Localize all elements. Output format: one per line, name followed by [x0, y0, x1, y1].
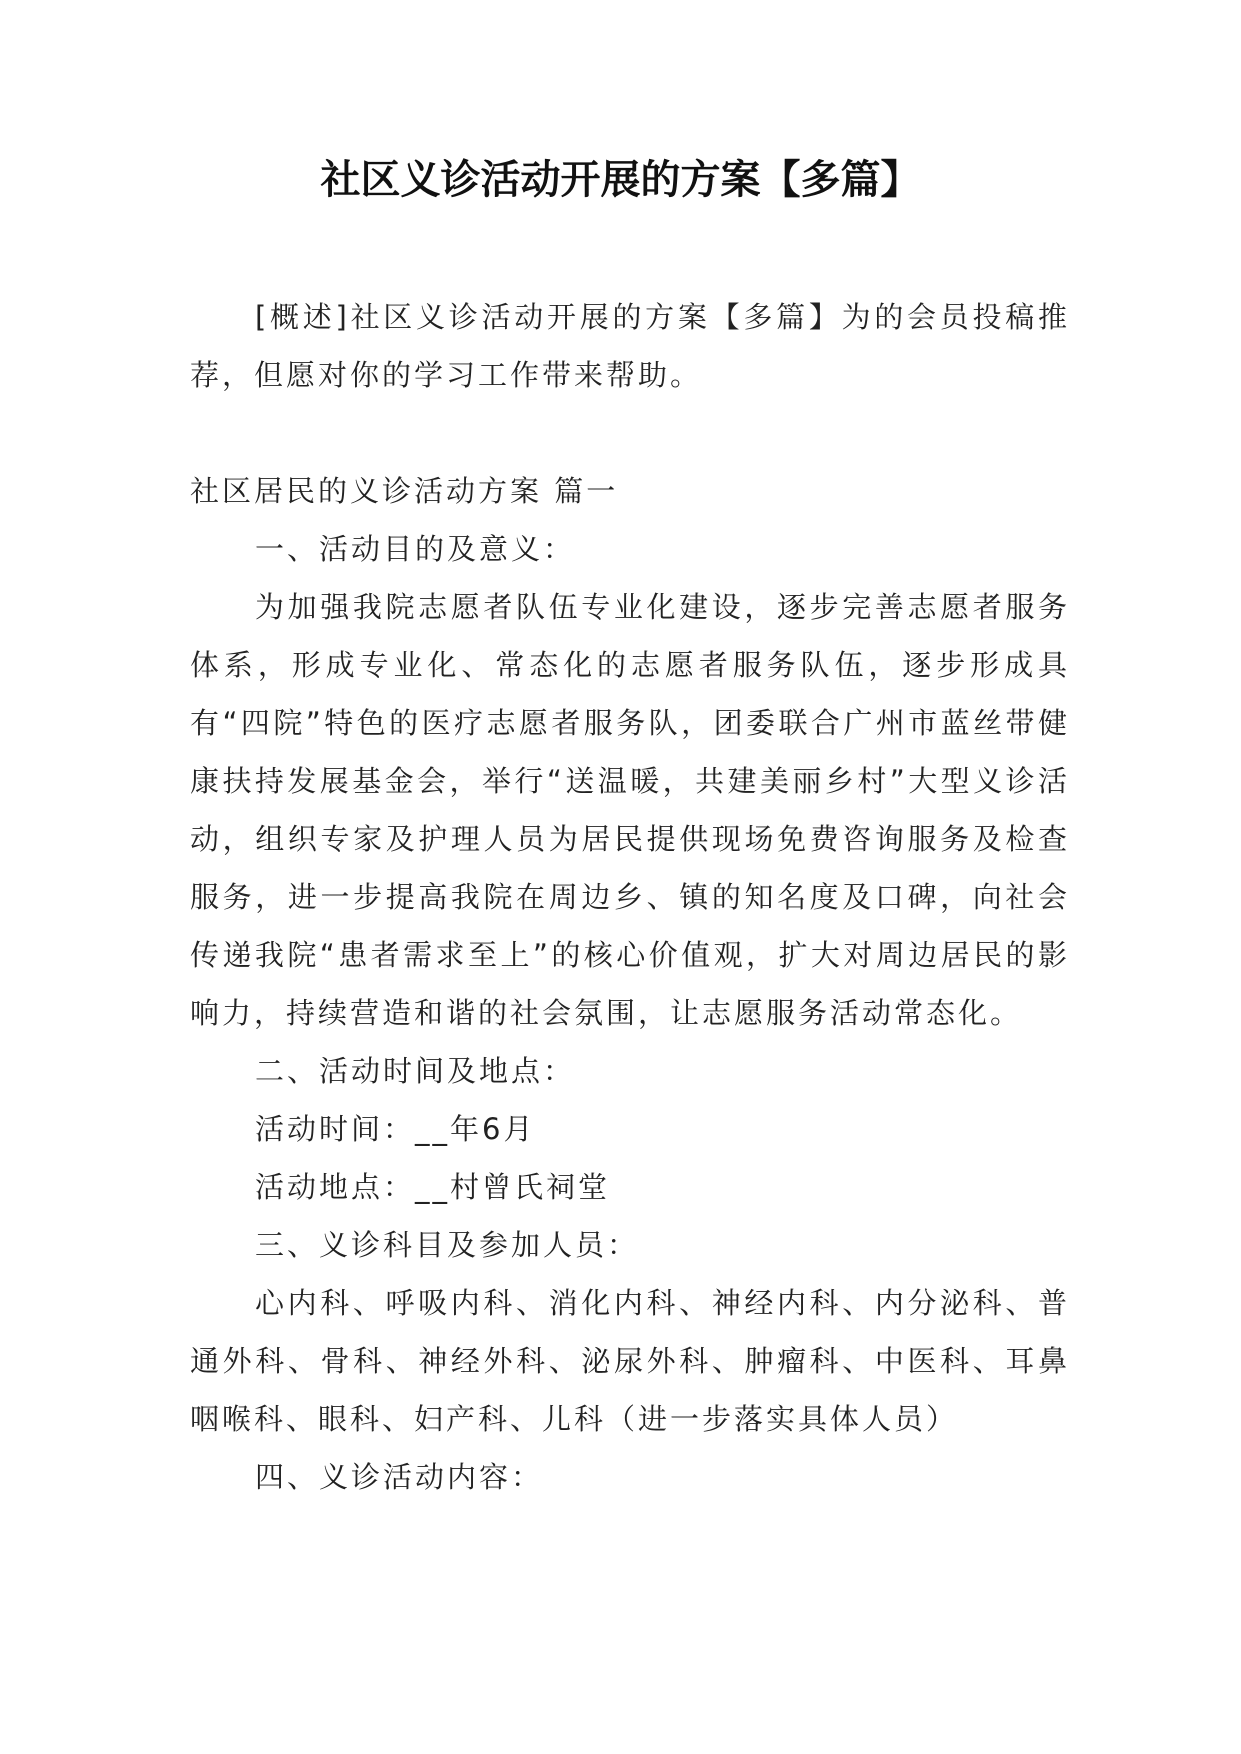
document-title: 社区义诊活动开展的方案【多篇】 — [320, 156, 921, 203]
activity-place: 活动地点：__村曾氏祠堂 — [255, 1170, 611, 1204]
purpose-paragraph: 为加强我院志愿者队伍专业化建设，逐步完善志愿者服务体系，形成专业化、常态化的志愿者服务队伍，逐步形成具有“四院”特色的医疗志愿者服务队，团委联合广州市蓝丝带健康扶持发展基金会，举行“送温暖，共建美丽乡村”大型义诊活动，组织专家及护理人员为居民提供现场免费咨询服务及检查服务，进一步提高我院在周边乡、镇的知名度及口碑，向社会传递我院“患者需求至上”的核心价值观，扩大对周边居民的影响力，持续营造和谐的社会氛围，让志愿服务活动常态化。 — [190, 590, 1070, 1030]
heading-purpose: 一、活动目的及意义： — [255, 532, 576, 566]
activity-time: 活动时间：__年6月 — [255, 1112, 536, 1146]
section-heading: 社区居民的义诊活动方案 篇一 — [190, 474, 619, 508]
heading-content: 四、义诊活动内容： — [255, 1460, 544, 1494]
departments-paragraph: 心内科、呼吸内科、消化内科、神经内科、内分泌科、普通外科、骨科、神经外科、泌尿外科、肿瘤科、中医科、耳鼻咽喉科、眼科、妇产科、儿科（进一步落实具体人员） — [190, 1286, 1070, 1436]
document-body — [190, 288, 1070, 1506]
heading-time-place: 二、活动时间及地点： — [255, 1054, 576, 1088]
heading-departments: 三、义诊科目及参加人员： — [255, 1228, 640, 1262]
summary-paragraph: [概述]社区义诊活动开展的方案【多篇】为的会员投稿推荐，但愿对你的学习工作带来帮助。 — [190, 300, 1070, 392]
